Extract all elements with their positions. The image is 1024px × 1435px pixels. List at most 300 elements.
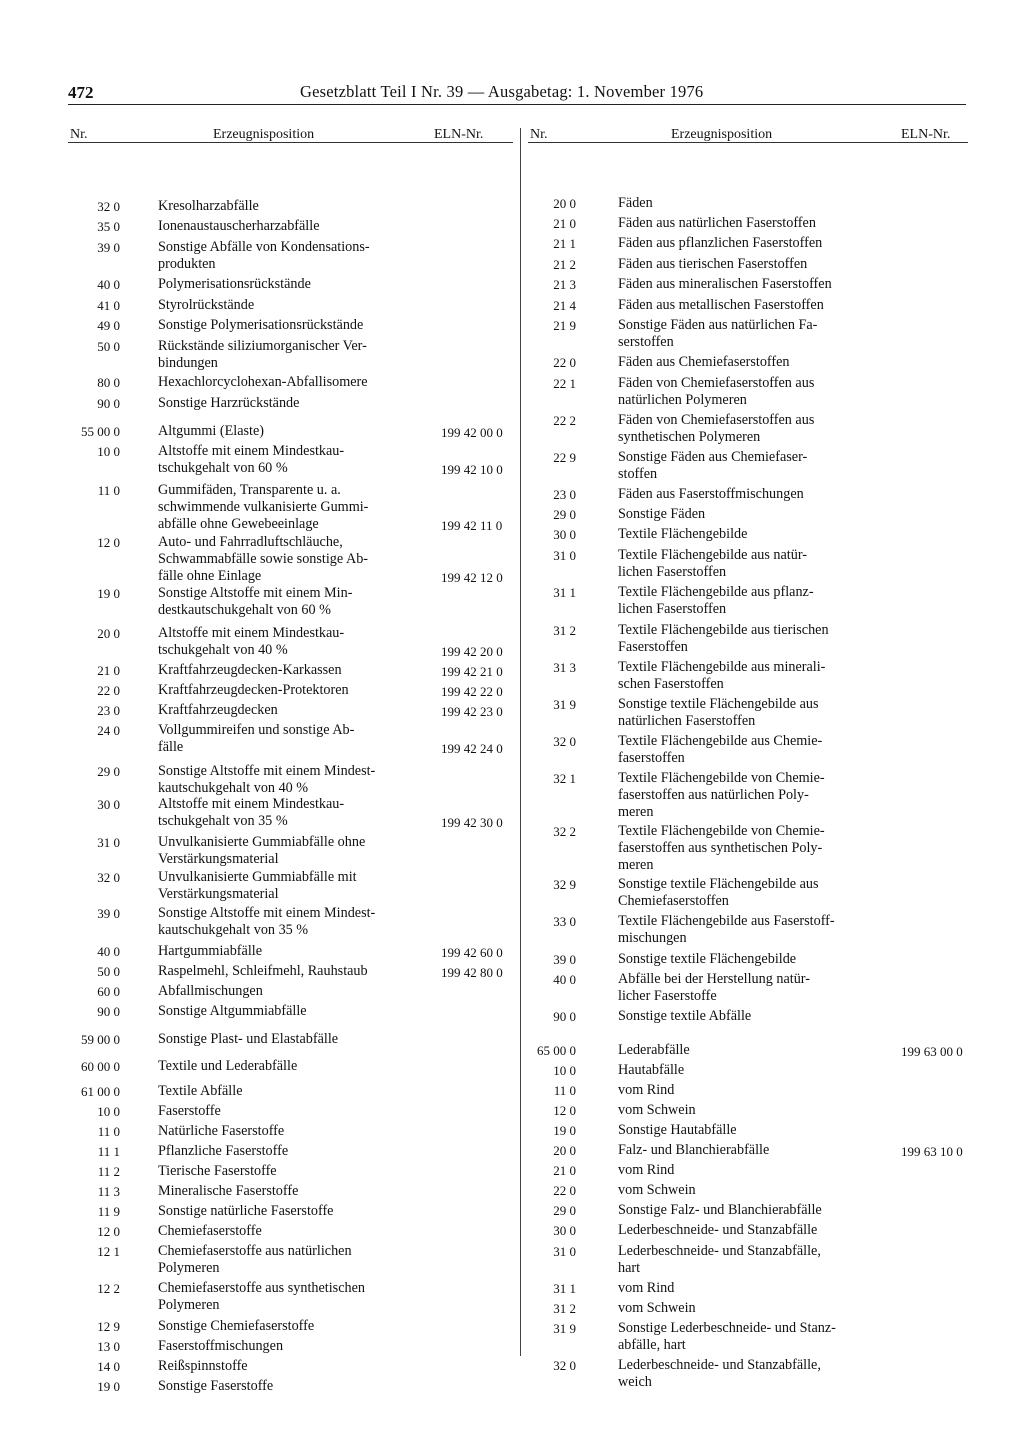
- row-number: 29 0: [97, 764, 120, 779]
- row-position: [158, 1358, 423, 1375]
- position-line: Altstoffe mit einem Mindestkau-: [158, 796, 345, 812]
- row-number: 41 0: [97, 298, 120, 313]
- row-position: [158, 198, 423, 215]
- position-line: Vollgummireifen und sonstige Ab-: [158, 722, 355, 738]
- row-position: [158, 534, 423, 585]
- position-line: Reißspinnstoffe: [158, 1358, 248, 1374]
- position-line: Hexachlorcyclohexan-Abfallisomere: [158, 374, 368, 390]
- position-line: Sonstige Fäden: [618, 506, 706, 522]
- column-header-position: Erzeugnisposition: [213, 127, 315, 142]
- row-position: [158, 702, 423, 719]
- position-line: Sonstige Altgummiabfälle: [158, 1003, 307, 1019]
- row-number: 30 0: [553, 527, 576, 542]
- row-number: 60 00 0: [81, 1059, 120, 1074]
- row-number: 19 0: [553, 1123, 576, 1138]
- row-position: [618, 486, 880, 503]
- position-line: Textile Flächengebilde von Chemie-: [618, 770, 825, 786]
- position-line: Raspelmehl, Schleifmehl, Rauhstaub: [158, 963, 368, 979]
- row-position: [158, 963, 423, 980]
- row-position: [158, 625, 423, 659]
- row-position: [158, 682, 423, 699]
- header-title: Gesetzblatt Teil I Nr. 39 — Ausgabetag: 1. November 1976: [300, 82, 704, 101]
- row-number: 12 1: [97, 1244, 120, 1259]
- row-number: 22 0: [553, 1183, 576, 1198]
- row-position: [618, 1122, 880, 1139]
- position-line: vom Rind: [618, 1162, 675, 1178]
- row-position: [158, 423, 423, 440]
- row-position: [158, 338, 423, 372]
- row-number: 31 3: [553, 660, 576, 675]
- position-line: meren: [618, 857, 654, 873]
- position-line: Sonstige Chemiefaserstoffe: [158, 1318, 315, 1334]
- position-line: Fäden aus Faserstoffmischungen: [618, 486, 804, 502]
- position-line: faserstoffen aus natürlichen Poly-: [618, 787, 809, 803]
- row-position: [158, 1280, 423, 1314]
- position-line: Sonstige natürliche Faserstoffe: [158, 1203, 334, 1219]
- position-line: Fäden aus Chemiefaserstoffen: [618, 354, 790, 370]
- row-number: 31 0: [97, 835, 120, 850]
- row-number: 11 2: [97, 1164, 120, 1179]
- row-number: 61 00 0: [81, 1084, 120, 1099]
- row-number: 55 00 0: [81, 424, 120, 439]
- position-line: Sonstige Polymerisationsrückstände: [158, 317, 364, 333]
- position-line: Faserstoffe: [158, 1103, 221, 1119]
- row-number: 10 0: [97, 1104, 120, 1119]
- position-line: Kresolharzabfälle: [158, 198, 259, 214]
- row-number: 19 0: [97, 1379, 120, 1394]
- row-number: 31 9: [553, 1321, 576, 1336]
- row-position: [618, 913, 880, 947]
- position-line: Sonstige Faserstoffe: [158, 1378, 274, 1394]
- row-number: 50 0: [97, 964, 120, 979]
- row-position: [158, 1031, 423, 1048]
- row-position: [618, 256, 880, 273]
- row-position: [618, 1142, 880, 1159]
- position-line: Mineralische Faserstoffe: [158, 1183, 299, 1199]
- right-column: [528, 112, 968, 1390]
- position-line: Fäden aus mineralischen Faserstoffen: [618, 276, 832, 292]
- row-number: 32 0: [553, 734, 576, 749]
- row-number: 40 0: [553, 972, 576, 987]
- position-line: Lederbeschneide- und Stanzabfälle,: [618, 1357, 821, 1373]
- row-position: [158, 834, 423, 868]
- row-position: [618, 951, 880, 968]
- position-line: lichen Faserstoffen: [618, 601, 727, 617]
- position-line: Kraftfahrzeugdecken-Karkassen: [158, 662, 342, 678]
- position-line: destkautschukgehalt von 60 %: [158, 602, 331, 618]
- row-number: 24 0: [97, 723, 120, 738]
- position-line: synthetischen Polymeren: [618, 429, 761, 445]
- position-line: Chemiefaserstoffen: [618, 893, 729, 909]
- row-number: 29 0: [553, 1203, 576, 1218]
- row-position: [158, 796, 423, 830]
- row-number: 32 1: [553, 771, 576, 786]
- row-number: 22 2: [553, 413, 576, 428]
- row-position: [618, 506, 880, 523]
- position-line: vom Schwein: [618, 1182, 696, 1198]
- position-line: Falz- und Blanchierabfälle: [618, 1142, 770, 1158]
- position-line: tschukgehalt von 40 %: [158, 642, 288, 658]
- row-position: [618, 696, 880, 730]
- position-line: Verstärkungsmaterial: [158, 886, 279, 902]
- position-line: Altstoffe mit einem Mindestkau-: [158, 443, 345, 459]
- row-number: 31 0: [553, 1244, 576, 1259]
- position-line: Chemiefaserstoffe: [158, 1223, 262, 1239]
- row-position: [618, 733, 880, 767]
- row-position: [158, 722, 423, 756]
- column-header-nr: Nr.: [530, 127, 548, 142]
- row-position: [618, 1243, 880, 1277]
- row-position: [158, 239, 423, 273]
- position-line: tschukgehalt von 35 %: [158, 813, 288, 829]
- position-line: Kraftfahrzeugdecken-Protektoren: [158, 682, 349, 698]
- position-line: kautschukgehalt von 40 %: [158, 780, 309, 796]
- position-line: Sonstige Fäden aus natürlichen Fa-: [618, 317, 818, 333]
- row-eln: 199 42 80 0: [441, 965, 503, 980]
- position-line: Ionenaustauscherharzabfälle: [158, 218, 320, 234]
- page-header: [68, 80, 966, 105]
- position-line: vom Rind: [618, 1280, 675, 1296]
- row-number: 35 0: [97, 219, 120, 234]
- row-number: 12 0: [97, 535, 120, 550]
- row-number: 31 1: [553, 1281, 576, 1296]
- row-number: 21 0: [553, 216, 576, 231]
- position-line: faserstoffen: [618, 750, 685, 766]
- position-line: Chemiefaserstoffe aus synthetischen: [158, 1280, 365, 1296]
- position-line: Unvulkanisierte Gummiabfälle ohne: [158, 834, 366, 850]
- row-position: [158, 869, 423, 903]
- position-line: stoffen: [618, 466, 658, 482]
- row-position: [158, 905, 423, 939]
- row-position: [158, 276, 423, 293]
- position-line: Textile Flächengebilde aus Faserstoff-: [618, 913, 835, 929]
- row-position: [618, 297, 880, 314]
- position-line: Natürliche Faserstoffe: [158, 1123, 285, 1139]
- row-number: 21 2: [553, 257, 576, 272]
- row-number: 90 0: [97, 396, 120, 411]
- row-number: 22 1: [553, 376, 576, 391]
- row-number: 19 0: [97, 586, 120, 601]
- row-position: [618, 1042, 880, 1059]
- position-line: Styrolrückstände: [158, 297, 255, 313]
- position-line: Textile Flächengebilde von Chemie-: [618, 823, 825, 839]
- row-number: 22 0: [553, 355, 576, 370]
- column-header-eln: ELN-Nr.: [434, 127, 484, 142]
- row-number: 13 0: [97, 1339, 120, 1354]
- row-number: 12 9: [97, 1319, 120, 1334]
- row-number: 11 1: [97, 1144, 120, 1159]
- position-line: Rückstände siliziumorganischer Ver-: [158, 338, 367, 354]
- position-line: Hartgummiabfälle: [158, 943, 263, 959]
- row-position: [158, 297, 423, 314]
- row-number: 21 0: [97, 663, 120, 678]
- row-number: 10 0: [97, 444, 120, 459]
- position-line: vom Schwein: [618, 1102, 696, 1118]
- position-line: Fäden aus metallischen Faserstoffen: [618, 297, 824, 313]
- row-position: [618, 215, 880, 232]
- position-line: schen Faserstoffen: [618, 676, 724, 692]
- position-line: Faserstoffmischungen: [158, 1338, 284, 1354]
- row-eln: 199 42 22 0: [441, 684, 503, 699]
- position-line: Fäden von Chemiefaserstoffen aus: [618, 375, 815, 391]
- position-line: serstoffen: [618, 334, 674, 350]
- position-line: Fäden von Chemiefaserstoffen aus: [618, 412, 815, 428]
- row-number: 90 0: [553, 1009, 576, 1024]
- position-line: kautschukgehalt von 35 %: [158, 922, 309, 938]
- row-position: [158, 482, 423, 533]
- position-line: Textile Flächengebilde: [618, 526, 748, 542]
- position-line: weich: [618, 1374, 652, 1390]
- row-position: [158, 1123, 423, 1140]
- position-line: Sonstige Falz- und Blanchierabfälle: [618, 1202, 822, 1218]
- position-line: tschukgehalt von 60 %: [158, 460, 288, 476]
- row-position: [618, 526, 880, 543]
- row-number: 33 0: [553, 914, 576, 929]
- row-eln: 199 42 10 0: [441, 462, 503, 477]
- position-line: Fäden aus natürlichen Faserstoffen: [618, 215, 816, 231]
- position-line: Sonstige Altstoffe mit einem Mindest-: [158, 905, 376, 921]
- row-position: [618, 235, 880, 252]
- position-line: abfälle ohne Gewebeeinlage: [158, 516, 319, 532]
- row-number: 11 0: [97, 483, 120, 498]
- row-position: [618, 317, 880, 351]
- row-position: [618, 412, 880, 446]
- page-number: 472: [68, 83, 94, 102]
- position-line: Sonstige Harzrückstände: [158, 395, 300, 411]
- position-line: fälle ohne Einlage: [158, 568, 262, 584]
- row-number: 11 9: [97, 1204, 120, 1219]
- row-position: [158, 1083, 423, 1100]
- position-line: Sonstige textile Flächengebilde: [618, 951, 797, 967]
- row-position: [618, 823, 880, 874]
- position-line: Fäden aus pflanzlichen Faserstoffen: [618, 235, 823, 251]
- row-eln: 199 63 00 0: [901, 1044, 963, 1059]
- row-position: [618, 1357, 880, 1391]
- position-line: hart: [618, 1260, 641, 1276]
- position-line: Fäden aus tierischen Faserstoffen: [618, 256, 808, 272]
- row-position: [618, 1162, 880, 1179]
- row-number: 12 0: [97, 1224, 120, 1239]
- row-number: 22 0: [97, 683, 120, 698]
- row-number: 29 0: [553, 507, 576, 522]
- position-line: Sonstige Fäden aus Chemiefaser-: [618, 449, 808, 465]
- row-position: [158, 585, 423, 619]
- row-number: 31 2: [553, 1301, 576, 1316]
- row-number: 39 0: [553, 952, 576, 967]
- row-number: 21 0: [553, 1163, 576, 1178]
- position-line: Textile Flächengebilde aus natür-: [618, 547, 808, 563]
- row-position: [618, 276, 880, 293]
- row-position: [158, 1103, 423, 1120]
- row-number: 21 4: [553, 298, 576, 313]
- row-number: 30 0: [97, 797, 120, 812]
- row-position: [618, 971, 880, 1005]
- row-position: [618, 876, 880, 910]
- position-line: Sonstige textile Flächengebilde aus: [618, 876, 819, 892]
- position-line: Textile Flächengebilde aus minerali-: [618, 659, 826, 675]
- row-number: 23 0: [97, 703, 120, 718]
- row-number: 39 0: [97, 240, 120, 255]
- row-eln: 199 42 30 0: [441, 815, 503, 830]
- row-number: 32 2: [553, 824, 576, 839]
- position-line: Chemiefaserstoffe aus natürlichen: [158, 1243, 352, 1259]
- row-position: [158, 1163, 423, 1180]
- row-number: 11 0: [553, 1083, 576, 1098]
- row-number: 40 0: [97, 277, 120, 292]
- row-number: 60 0: [97, 984, 120, 999]
- row-position: [618, 1280, 880, 1297]
- position-line: vom Schwein: [618, 1300, 696, 1316]
- row-position: [618, 1320, 880, 1354]
- row-number: 30 0: [553, 1223, 576, 1238]
- row-position: [618, 195, 880, 212]
- row-number: 31 0: [553, 548, 576, 563]
- row-position: [158, 1338, 423, 1355]
- position-line: Verstärkungsmaterial: [158, 851, 279, 867]
- row-position: [618, 1182, 880, 1199]
- position-line: Gummifäden, Transparente u. a.: [158, 482, 341, 498]
- position-line: Sonstige textile Flächengebilde aus: [618, 696, 819, 712]
- row-number: 49 0: [97, 318, 120, 333]
- row-position: [618, 1202, 880, 1219]
- position-line: schwimmende vulkanisierte Gummi-: [158, 499, 369, 515]
- row-number: 32 0: [553, 1358, 576, 1373]
- position-line: Sonstige Plast- und Elastabfälle: [158, 1031, 339, 1047]
- row-position: [618, 375, 880, 409]
- position-line: Lederbeschneide- und Stanzabfälle: [618, 1222, 818, 1238]
- position-line: fälle: [158, 739, 184, 755]
- left-column: [68, 112, 513, 1394]
- row-number: 22 9: [553, 450, 576, 465]
- position-line: Sonstige textile Abfälle: [618, 1008, 752, 1024]
- row-number: 21 1: [553, 236, 576, 251]
- row-position: [158, 1183, 423, 1200]
- position-line: Altgummi (Elaste): [158, 423, 264, 439]
- row-number: 10 0: [553, 1063, 576, 1078]
- row-eln: 199 42 00 0: [441, 425, 503, 440]
- row-position: [158, 1243, 423, 1277]
- row-position: [158, 395, 423, 412]
- row-number: 31 1: [553, 585, 576, 600]
- row-position: [158, 218, 423, 235]
- position-line: Sonstige Altstoffe mit einem Mindest-: [158, 763, 376, 779]
- row-eln: 199 42 24 0: [441, 741, 503, 756]
- position-line: Textile Flächengebilde aus tierischen: [618, 622, 829, 638]
- position-line: Sonstige Hautabfälle: [618, 1122, 737, 1138]
- position-line: abfälle, hart: [618, 1337, 686, 1353]
- row-position: [618, 1102, 880, 1119]
- row-number: 65 00 0: [537, 1043, 576, 1058]
- row-number: 31 9: [553, 697, 576, 712]
- position-line: Polymerisationsrückstände: [158, 276, 311, 292]
- position-line: Textile Flächengebilde aus pflanz-: [618, 584, 814, 600]
- row-eln: 199 42 21 0: [441, 664, 503, 679]
- position-line: Abfälle bei der Herstellung natür-: [618, 971, 810, 987]
- position-line: licher Faserstoffe: [618, 988, 717, 1004]
- row-number: 11 0: [97, 1124, 120, 1139]
- row-position: [618, 1082, 880, 1099]
- row-position: [618, 1008, 880, 1025]
- position-line: produkten: [158, 256, 216, 272]
- position-line: Tierische Faserstoffe: [158, 1163, 277, 1179]
- position-line: Kraftfahrzeugdecken: [158, 702, 278, 718]
- row-number: 50 0: [97, 339, 120, 354]
- row-position: [158, 763, 423, 797]
- position-line: meren: [618, 804, 654, 820]
- row-position: [158, 1318, 423, 1335]
- row-number: 80 0: [97, 375, 120, 390]
- row-position: [618, 659, 880, 693]
- row-number: 12 0: [553, 1103, 576, 1118]
- column-divider: [520, 128, 521, 1356]
- table-header: [68, 112, 513, 143]
- position-line: bindungen: [158, 355, 218, 371]
- row-number: 20 0: [97, 626, 120, 641]
- row-eln: 199 42 12 0: [441, 570, 503, 585]
- position-line: Sonstige Lederbeschneide- und Stanz-: [618, 1320, 836, 1336]
- position-line: Sonstige Altstoffe mit einem Min-: [158, 585, 353, 601]
- row-position: [158, 1223, 423, 1240]
- position-line: vom Rind: [618, 1082, 675, 1098]
- row-number: 12 2: [97, 1281, 120, 1296]
- row-number: 32 0: [97, 870, 120, 885]
- row-position: [618, 622, 880, 656]
- row-position: [158, 1203, 423, 1220]
- row-number: 23 0: [553, 487, 576, 502]
- position-line: Fäden: [618, 195, 653, 211]
- row-number: 11 3: [97, 1184, 120, 1199]
- row-eln: 199 42 20 0: [441, 644, 503, 659]
- position-line: Abfallmischungen: [158, 983, 263, 999]
- row-number: 31 2: [553, 623, 576, 638]
- position-line: Pflanzliche Faserstoffe: [158, 1143, 289, 1159]
- row-eln: 199 42 11 0: [441, 518, 503, 533]
- position-line: faserstoffen aus synthetischen Poly-: [618, 840, 823, 856]
- row-number: 21 9: [553, 318, 576, 333]
- row-number: 20 0: [553, 1143, 576, 1158]
- position-line: Textile Flächengebilde aus Chemie-: [618, 733, 823, 749]
- row-number: 32 9: [553, 877, 576, 892]
- row-position: [158, 943, 423, 960]
- row-position: [618, 1300, 880, 1317]
- position-line: Textile und Lederabfälle: [158, 1058, 298, 1074]
- position-line: Auto- und Fahrradluftschläuche,: [158, 534, 343, 550]
- row-position: [158, 1058, 423, 1075]
- row-number: 32 0: [97, 199, 120, 214]
- position-line: Sonstige Abfälle von Kondensations-: [158, 239, 370, 255]
- position-line: Polymeren: [158, 1260, 220, 1276]
- row-position: [618, 584, 880, 618]
- position-line: mischungen: [618, 930, 687, 946]
- row-number: 40 0: [97, 944, 120, 959]
- row-position: [158, 1378, 423, 1395]
- row-position: [158, 317, 423, 334]
- position-line: Lederbeschneide- und Stanzabfälle,: [618, 1243, 821, 1259]
- column-header-position: Erzeugnisposition: [671, 127, 773, 142]
- row-position: [158, 1143, 423, 1160]
- row-number: 20 0: [553, 196, 576, 211]
- row-position: [618, 449, 880, 483]
- row-position: [618, 354, 880, 371]
- row-eln: 199 42 60 0: [441, 945, 503, 960]
- position-line: natürlichen Faserstoffen: [618, 713, 756, 729]
- row-position: [158, 443, 423, 477]
- row-position: [618, 770, 880, 821]
- position-line: Polymeren: [158, 1297, 220, 1313]
- column-header-nr: Nr.: [70, 127, 88, 142]
- position-line: natürlichen Polymeren: [618, 392, 747, 408]
- row-number: 39 0: [97, 906, 120, 921]
